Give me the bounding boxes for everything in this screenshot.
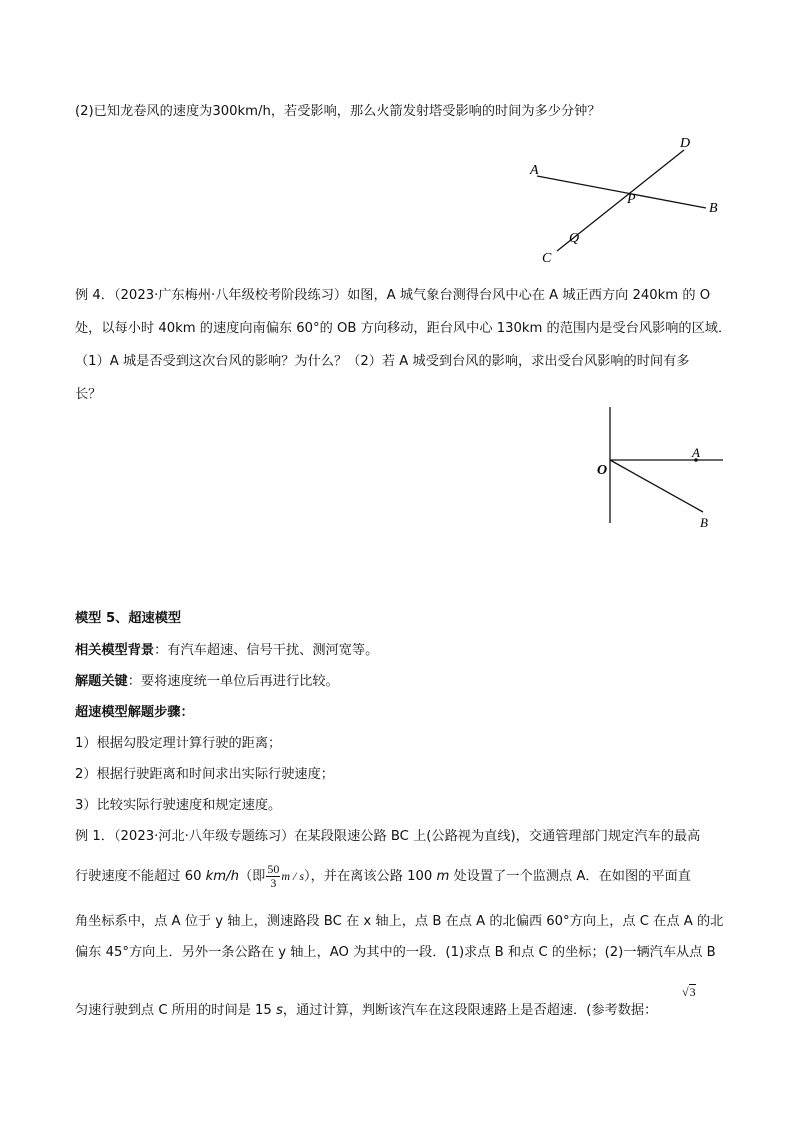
sqrt-3: √3: [682, 985, 696, 999]
figure-intersecting-lines: [520, 130, 740, 270]
fraction-numerator: 50: [267, 861, 280, 876]
label-q: Q: [569, 231, 580, 246]
line-ob: [610, 460, 703, 512]
step-2: 2）根据行驶距离和时间求出实际行驶速度；: [75, 767, 334, 782]
unit-kmh: km/h: [205, 869, 239, 884]
label-b: B: [700, 515, 708, 530]
example-4-line-2: 处，以每小时 40km 的速度向南偏东 60°的 OB 方向移动，距台风中心 130km 的范围内是受台风影响的区域．: [75, 321, 732, 336]
label-d: D: [680, 136, 691, 151]
example-1-line-5: [75, 1003, 657, 1019]
unit-m: m: [436, 869, 450, 884]
example-4-line-3: （1）A 城是否受到这次台风的影响？为什么？（2）若 A 城受到台风的影响，求出受台风影响的时间有多: [75, 354, 690, 369]
label-b: B: [709, 201, 718, 216]
model-background: [75, 643, 378, 659]
example-1-line-2: [75, 858, 691, 895]
key-label: 解题关键: [75, 674, 128, 689]
model-5-title: 模型 5、超速模型: [75, 611, 182, 626]
sqrt-radicand: 3: [689, 985, 696, 999]
example-1-line-4: 偏东 45°方向上．另外一条公路在 y 轴上，AO 为其中的一段．(1)求点 B 和点 C 的坐标；(2)一辆汽车从点 B: [75, 945, 716, 960]
example-4-line-1: 例 4．（2023·广东梅州·八年级校考阶段练习）如图，A 城气象台测得台风中心在 A 城正西方向 240km 的 O: [75, 288, 711, 303]
example-1-line-1: 例 1．（2023·河北·八年级专题练习）在某段限速公路 BC 上(公路视为直线)，交通管理部门规定汽车的最高: [75, 829, 701, 844]
question-2-text: (2)已知龙卷风的速度为300km/h，若受影响，那么火箭发射塔受影响的时间为多少分钟？: [75, 104, 601, 119]
time-text: 匀速行驶到点 C 所用的时间是 15: [75, 1003, 277, 1018]
label-a: A: [692, 445, 700, 460]
fraction-denominator: 3: [270, 875, 277, 890]
example-1-line-3: 角坐标系中，点 A 位于 y 轴上，测速路段 BC 在 x 轴上，点 B 在点 A 的北偏西 60°方向上，点 C 在点 A 的北: [75, 914, 724, 929]
distance-text: ），并在离该公路 100: [304, 869, 437, 884]
background-text: ：有汽车超速、信号干扰、测河宽等。: [154, 643, 379, 658]
steps-title: 超速模型解题步骤：: [75, 705, 194, 720]
example-4-line-4: 长？: [75, 387, 102, 402]
unit-s: s: [276, 1003, 283, 1018]
line-ab: [537, 176, 706, 208]
step-3: 3）比较实际行驶速度和规定速度。: [75, 798, 282, 813]
label-o: O: [597, 463, 608, 478]
step-1: 1）根据勾股定理计算行驶的距离；: [75, 736, 282, 751]
label-p: P: [627, 192, 636, 207]
background-label: 相关模型背景: [75, 643, 155, 658]
key-text: ：要将速度统一单位后再进行比较。: [127, 674, 339, 689]
paren-open: （即: [238, 869, 266, 884]
speeding-text: ，通过计算，判断该汽车在这段限速路上是否超速．(参考数据：: [282, 1003, 658, 1018]
unit-ms: m / s: [281, 869, 305, 883]
fraction: [266, 863, 280, 890]
label-a: A: [530, 163, 539, 178]
model-key: [75, 674, 339, 690]
monitor-text: 处设置了一个监测点 A．在如图的平面直: [449, 869, 691, 884]
figure-typhoon: [590, 405, 740, 535]
label-c: C: [542, 251, 552, 266]
speed-limit-text: 行驶速度不能超过 60: [75, 869, 206, 884]
